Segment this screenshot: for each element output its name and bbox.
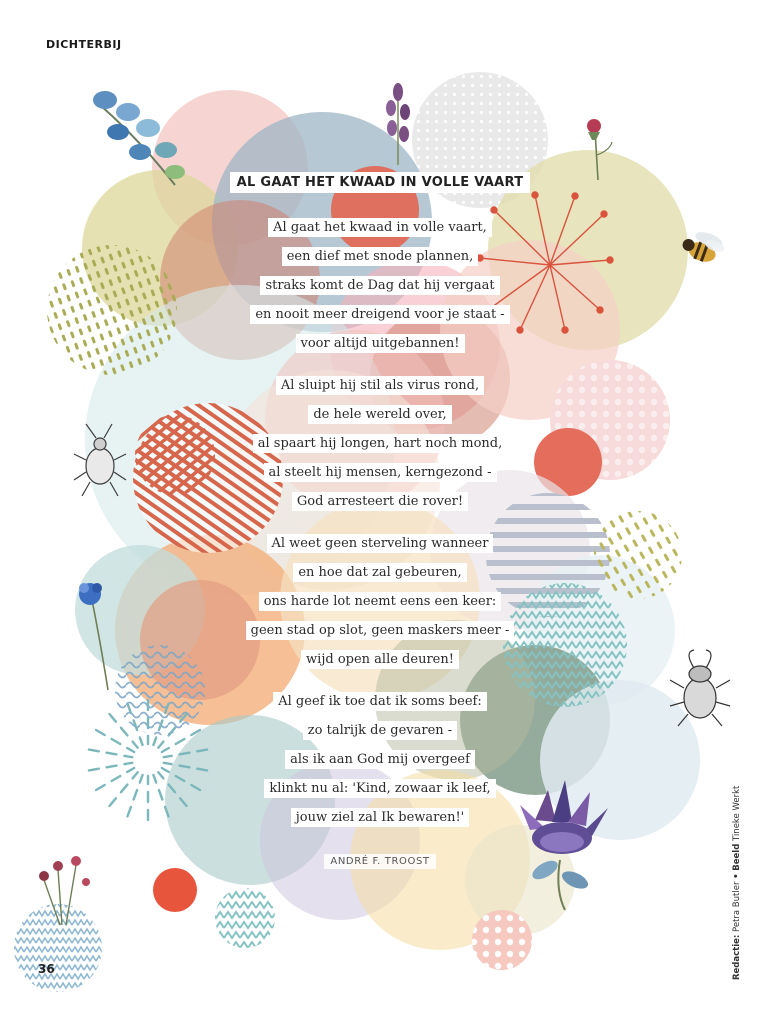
poem-line: wijd open alle deuren! — [200, 649, 560, 669]
poem-line: een dief met snode plannen, — [200, 246, 560, 266]
poem-line: en hoe dat zal gebeuren, — [200, 562, 560, 582]
credits — [732, 786, 742, 980]
poem-line: als ik aan God mij overgeef — [200, 749, 560, 769]
image-credit: Tineke Werkt — [732, 785, 742, 841]
poem-line: al steelt hij mensen, kerngezond - — [200, 462, 560, 482]
page-number: 36 — [38, 962, 55, 976]
poem-title: AL GAAT HET KWAAD IN VOLLE VAART — [230, 172, 531, 193]
stanza-3 — [200, 533, 560, 669]
image-label: Beeld — [732, 843, 742, 871]
poem-line: jouw ziel zal Ik bewaren!' — [200, 807, 560, 827]
editor-name: Petra Butler — [732, 881, 742, 932]
poem-line: Al sluipt hij stil als virus rond, — [200, 375, 560, 395]
editor-label: Redactie: — [732, 934, 742, 980]
poem-line: Al weet geen sterveling wanneer — [200, 533, 560, 553]
poem-line: klinkt nu al: 'Kind, zowaar ik leef, — [200, 778, 560, 798]
poem-line: geen stad op slot, geen maskers meer - — [200, 620, 560, 640]
poem-line: al spaart hij longen, hart noch mond, — [200, 433, 560, 453]
poem-line: God arresteert die rover! — [200, 491, 560, 511]
poem-line: en nooit meer dreigend voor je staat - — [200, 304, 560, 324]
credits-separator: • — [732, 873, 742, 879]
poem-line: straks komt de Dag dat hij vergaat — [200, 275, 560, 295]
poem-line: ons harde lot neemt eens een keer: — [200, 591, 560, 611]
stanza-4 — [200, 691, 560, 827]
stanza-2 — [200, 375, 560, 511]
poem — [200, 168, 560, 869]
stanza-1 — [200, 217, 560, 353]
poem-line: Al gaat het kwaad in volle vaart, — [200, 217, 560, 237]
section-label: DICHTERBIJ — [46, 38, 122, 51]
poem-line: Al geef ik toe dat ik soms beef: — [200, 691, 560, 711]
poem-line: de hele wereld over, — [200, 404, 560, 424]
poem-line: zo talrijk de gevaren - — [200, 720, 560, 740]
poem-line: voor altijd uitgebannen! — [200, 333, 560, 353]
poem-author: ANDRÉ F. TROOST — [324, 854, 435, 869]
